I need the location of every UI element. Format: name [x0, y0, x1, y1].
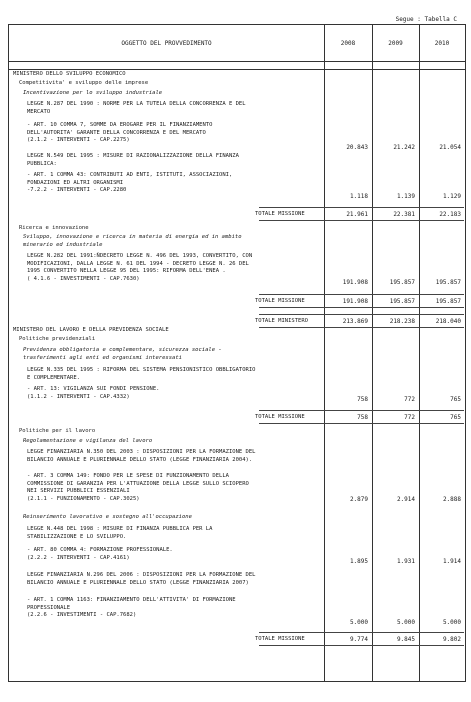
amount-2010: 765	[450, 414, 461, 421]
amount-2010: 765	[450, 396, 461, 403]
provision-text: Politiche per il lavoro	[19, 428, 96, 434]
total-label: TOTALE MINISTERO	[255, 318, 308, 324]
provision-text: LEGGE N.282 DEL 1991:ÑDECRETO LEGGE N. 496 DEL 1993, CONVERTITO, CON MODIFICAZIONI, DALLA LEGGE N. 61 DEL 1994 - DECRETO LEGGE N. 26 DEL 1995 CONVERTITO NELLA LEGGE 95 DEL 1995: RIFORMA DELL'ENEA . ( 4.1.6 - INVESTIMENTI - CAP.7630)	[27, 253, 253, 282]
amount-2010: 5.000	[442, 619, 461, 626]
amount-2010: 2.888	[442, 496, 461, 503]
total-rule	[259, 410, 464, 411]
provision-text: - ART. 3 COMMA 149: FONDO PER LE SPESE DI FUNZIONAMENTO DELLA COMMISSIONE DI GARANZIA PER L'ATTUAZIONE DELLA LEGGE SULLO SCIOPERO NEI SERVIZI PUBBLICI ESSENZIALI (2.1.1 - FUNZIONAMENTO - CAP.3025)	[27, 473, 249, 502]
total-rule	[259, 327, 464, 328]
total-rule	[259, 307, 464, 308]
amount-2009: 195.857	[389, 298, 415, 305]
amount-2008: 9.774	[349, 636, 368, 643]
provision-text: LEGGE FINANZIARIA N.350 DEL 2003 : DISPOSIZIONI PER LA FORMAZIONE DEL BILANCIO ANNUALE E PLURIENNALE DELLO STATO (LEGGE FINANZIARIA 2004).	[27, 449, 256, 463]
amount-2010: 218.040	[435, 318, 461, 325]
amount-2008: 5.000	[349, 619, 368, 626]
provision-text: - ART. 1 COMMA 1163: FINANZIAMENTO DELL'ATTIVITA' DI FORMAZIONE PROFESSIONALE (2.2.6 - INVESTIMENTI - CAP.7682)	[27, 597, 236, 619]
appropriations-table	[8, 24, 466, 682]
provision-text: LEGGE N.287 DEL 1990 : NORME PER LA TUTELA DELLA CONCORRENZA E DEL MERCATO	[27, 101, 246, 115]
amount-2010: 9.802	[442, 636, 461, 643]
total-rule	[259, 294, 464, 295]
provision-text: MINISTERO DEL LAVORO E DELLA PREVIDENZA SOCIALE	[13, 327, 169, 333]
provision-text: Reinserimento lavorativo e sostegno all'occupazione	[23, 514, 192, 520]
amount-2008: 21.961	[346, 211, 368, 218]
total-rule	[259, 220, 464, 221]
total-rule	[259, 645, 464, 646]
column-header-object: OGGETTO DEL PROVVEDIMENTO	[121, 39, 212, 47]
provision-text: - ART. 13: VIGILANZA SUI FONDI PENSIONE. (1.1.2 - INTERVENTI - CAP.4332)	[27, 386, 160, 400]
column-header-2008: 2008	[340, 39, 356, 47]
amount-2010: 1.129	[442, 193, 461, 200]
column-divider	[324, 25, 325, 681]
amount-2008: 758	[357, 414, 368, 421]
total-label: TOTALE MISSIONE	[255, 636, 305, 642]
amount-2009: 5.000	[396, 619, 415, 626]
amount-2010: 22.183	[439, 211, 461, 218]
provision-text: Previdenza obbligatoria e complementare, sicurezza sociale - trasferimenti agli enti ed organismi interessati	[23, 347, 222, 361]
total-label: TOTALE MISSIONE	[255, 414, 305, 420]
provision-text: Politiche previdenziali	[19, 336, 96, 342]
amount-2010: 195.857	[435, 279, 461, 286]
total-rule	[259, 632, 464, 633]
amount-2009: 22.381	[393, 211, 415, 218]
amount-2008: 20.843	[346, 144, 368, 151]
column-header-2009: 2009	[388, 39, 403, 47]
provision-text: Sviluppo, innovazione e ricerca in materia di energia ed in ambito minerario ed industriale	[23, 234, 242, 248]
amount-2008: 1.118	[349, 193, 368, 200]
amount-2009: 9.845	[396, 636, 415, 643]
provision-text: - ART. 80 COMMA 4: FORMAZIONE PROFESSIONALE. (2.2.2 - INTERVENTI - CAP.4161)	[27, 547, 173, 561]
header-divider	[9, 69, 465, 70]
total-rule	[259, 423, 464, 424]
total-rule	[259, 207, 464, 208]
provision-text: LEGGE FINANZIARIA N.296 DEL 2006 : DISPOSIZIONI PER LA FORMAZIONE DEL BILANCIO ANNUALE E PLURIENNALE DELLO STATO (LEGGE FINANZIARIA 2007)	[27, 572, 256, 586]
amount-2009: 218.238	[389, 318, 415, 325]
column-divider	[419, 25, 420, 681]
amount-2008: 213.869	[342, 318, 368, 325]
provision-text: Regolamentazione e vigilanza del lavoro	[23, 438, 153, 444]
provision-text: MINISTERO DELLO SVILUPPO ECONOMICO	[13, 71, 126, 77]
table-continuation-label: Segue : Tabella C	[395, 16, 457, 23]
total-rule	[259, 314, 464, 315]
total-label: TOTALE MISSIONE	[255, 298, 305, 304]
column-divider	[372, 25, 373, 681]
amount-2009: 772	[404, 396, 415, 403]
amount-2008: 758	[357, 396, 368, 403]
amount-2010: 21.054	[439, 144, 461, 151]
provision-text: LEGGE N.448 DEL 1998 : MISURE DI FINANZA PUBBLICA PER LA STABILIZZAZIONE E LO SVILUPPO.	[27, 526, 213, 540]
provision-text: LEGGE N.335 DEL 1995 : RIFORMA DEL SISTEMA PENSIONISTICO OBBLIGATORIO E COMPLEMENTARE.	[27, 367, 256, 381]
amount-2009: 1.931	[396, 558, 415, 565]
provision-text: - ART. 1 COMMA 43: CONTRIBUTI AD ENTI, ISTITUTI, ASSOCIAZIONI, FONDAZIONI ED ALTRI ORGANISMI -7.2.2 - INTERVENTI - CAP.2280	[27, 172, 233, 194]
amount-2008: 2.879	[349, 496, 368, 503]
provision-text: Incentivazione per lo sviluppo industriale	[23, 90, 163, 96]
amount-2008: 191.908	[342, 279, 368, 286]
header-divider	[9, 61, 465, 62]
total-label: TOTALE MISSIONE	[255, 211, 305, 217]
amount-2010: 195.857	[435, 298, 461, 305]
amount-2008: 191.908	[342, 298, 368, 305]
amount-2009: 772	[404, 414, 415, 421]
amount-2009: 195.857	[389, 279, 415, 286]
amount-2009: 21.242	[393, 144, 415, 151]
amount-2009: 2.914	[396, 496, 415, 503]
amount-2008: 1.895	[349, 558, 368, 565]
provision-text: Ricerca e innovazione	[19, 225, 89, 231]
column-header-2010: 2010	[434, 39, 450, 47]
amount-2009: 1.139	[396, 193, 415, 200]
provision-text: - ART. 10 COMMA 7, SOMME DA EROGARE PER IL FINANZIAMENTO DELL'AUTORITA' GARANTE DELLA CONCORRENZA E DEL MERCATO (2.1.2 - INTERVENTI - CAP.2275)	[27, 122, 213, 144]
amount-2010: 1.914	[442, 558, 461, 565]
provision-text: LEGGE N.549 DEL 1995 : MISURE DI RAZIONALIZZAZIONE DELLA FINANZA PUBBLICA:	[27, 153, 239, 167]
provision-text: Competitivita' e sviluppo delle imprese	[19, 80, 149, 86]
